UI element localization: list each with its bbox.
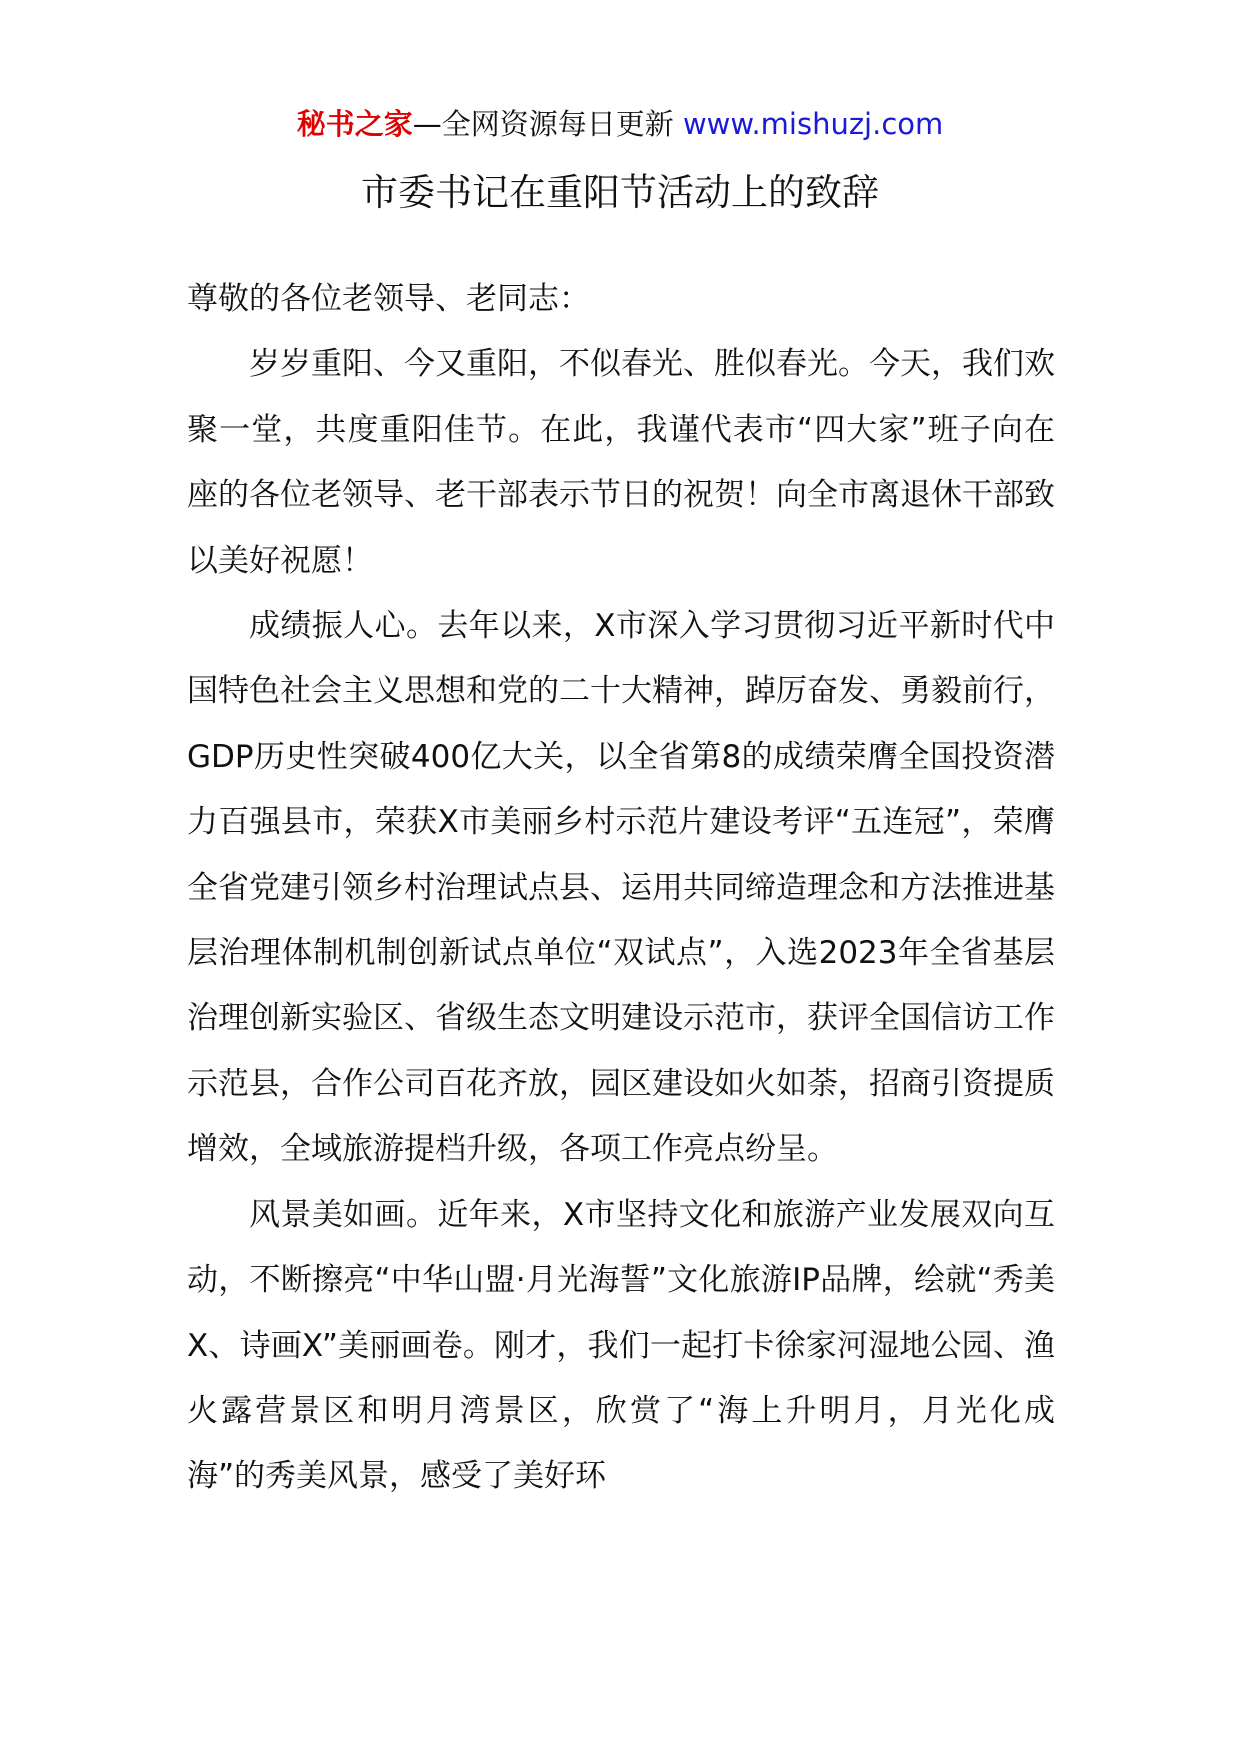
- document-title: 市委书记在重阳节活动上的致辞: [361, 171, 879, 214]
- banner-tagline: —全网资源每日更新: [412, 107, 683, 141]
- paragraph-scenery: 风景美如画。近年来，X市坚持文化和旅游产业发展双向互动，不断擦亮“中华山盟·月光海誓”文化旅游IP品牌，绘就“秀美X、诗画X”美丽画卷。刚才，我们一起打卡徐家河湿地公园、渔火露营景区和明月湾景区，欣赏了“海上升明月，月光化成海”的秀美风景，感受了美好环: [187, 1196, 1055, 1495]
- brand-name: 秘书之家: [296, 107, 413, 141]
- site-url-link[interactable]: www.mishuzj.com: [682, 107, 944, 141]
- salutation: 尊敬的各位老领导、老同志：: [187, 281, 590, 317]
- paragraph-achievements: 成绩振人心。去年以来，X市深入学习贯彻习近平新时代中国特色社会主义思想和党的二十大精神，踔厉奋发、勇毅前行，GDP历史性突破400亿大关，以全省第8的成绩荣膺全国投资潜力百强县市，荣获X市美丽乡村示范片建设考评“五连冠”，荣膺全省党建引领乡村治理试点县、运用共同缔造理念和方法推进基层治理体制机制创新试点单位“双试点”，入选2023年全省基层治理创新实验区、省级生态文明建设示范市，获评全国信访工作示范县，合作公司百花齐放，园区建设如火如荼，招商引资提质增效，全域旅游提档升级，各项工作亮点纷呈。: [187, 608, 1055, 1168]
- paragraph-greeting: 岁岁重阳、今又重阳，不似春光、胜似春光。今天，我们欢聚一堂，共度重阳佳节。在此，我谨代表市“四大家”班子向在座的各位老领导、老干部表示节日的祝贺！向全市离退休干部致以美好祝愿！: [187, 346, 1055, 579]
- document-body: [187, 267, 1055, 1510]
- site-banner: [0, 104, 1240, 144]
